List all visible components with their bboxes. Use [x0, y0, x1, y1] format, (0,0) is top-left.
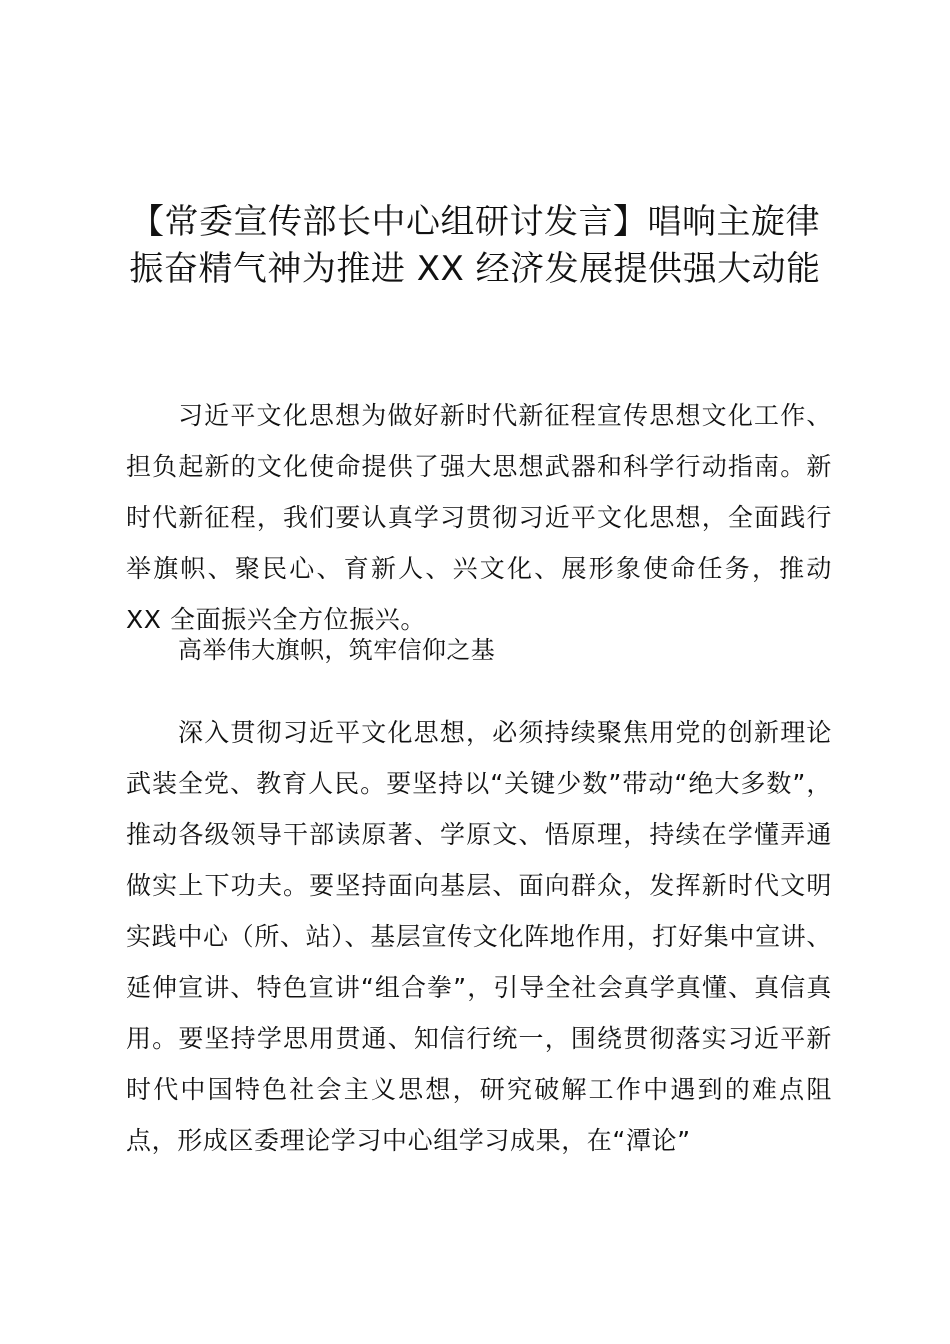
title-line-1: 【常委宣传部长中心组研讨发言】唱响主旋律	[130, 201, 820, 242]
section-heading: 高举伟大旗帜，筑牢信仰之基	[178, 636, 496, 664]
paragraph-2: 深入贯彻习近平文化思想，必须持续聚焦用党的创新理论武装全党、教育人民。要坚持以“关键少数”带动“绝大多数”，推动各级领导干部读原著、学原文、悟原理，持续在学懂弄通做实上下功夫。要坚持面向基层、面向群众，发挥新时代文明实践中心（所、站）、基层宣传文化阵地作用，打好集中宣讲、延伸宣讲、特色宣讲“组合拳”，引导全社会真学真懂、真信真用。要坚持学思用贯通、知信行统一，围绕贯彻落实习近平新时代中国特色社会主义思想，研究破解工作中遇到的难点阻点，形成区委理论学习中心组学习成果，在“潭论”	[126, 718, 832, 1155]
document-title	[120, 199, 830, 293]
title-line-2: 振奋精气神为推进 XX 经济发展提供强大动能	[129, 248, 821, 289]
paragraph-1: 习近平文化思想为做好新时代新征程宣传思想文化工作、担负起新的文化使命提供了强大思想武器和科学行动指南。新时代新征程，我们要认真学习贯彻习近平文化思想，全面践行举旗帜、聚民心、育新人、兴文化、展形象使命任务，推动 XX 全面振兴全方位振兴。	[126, 401, 832, 634]
